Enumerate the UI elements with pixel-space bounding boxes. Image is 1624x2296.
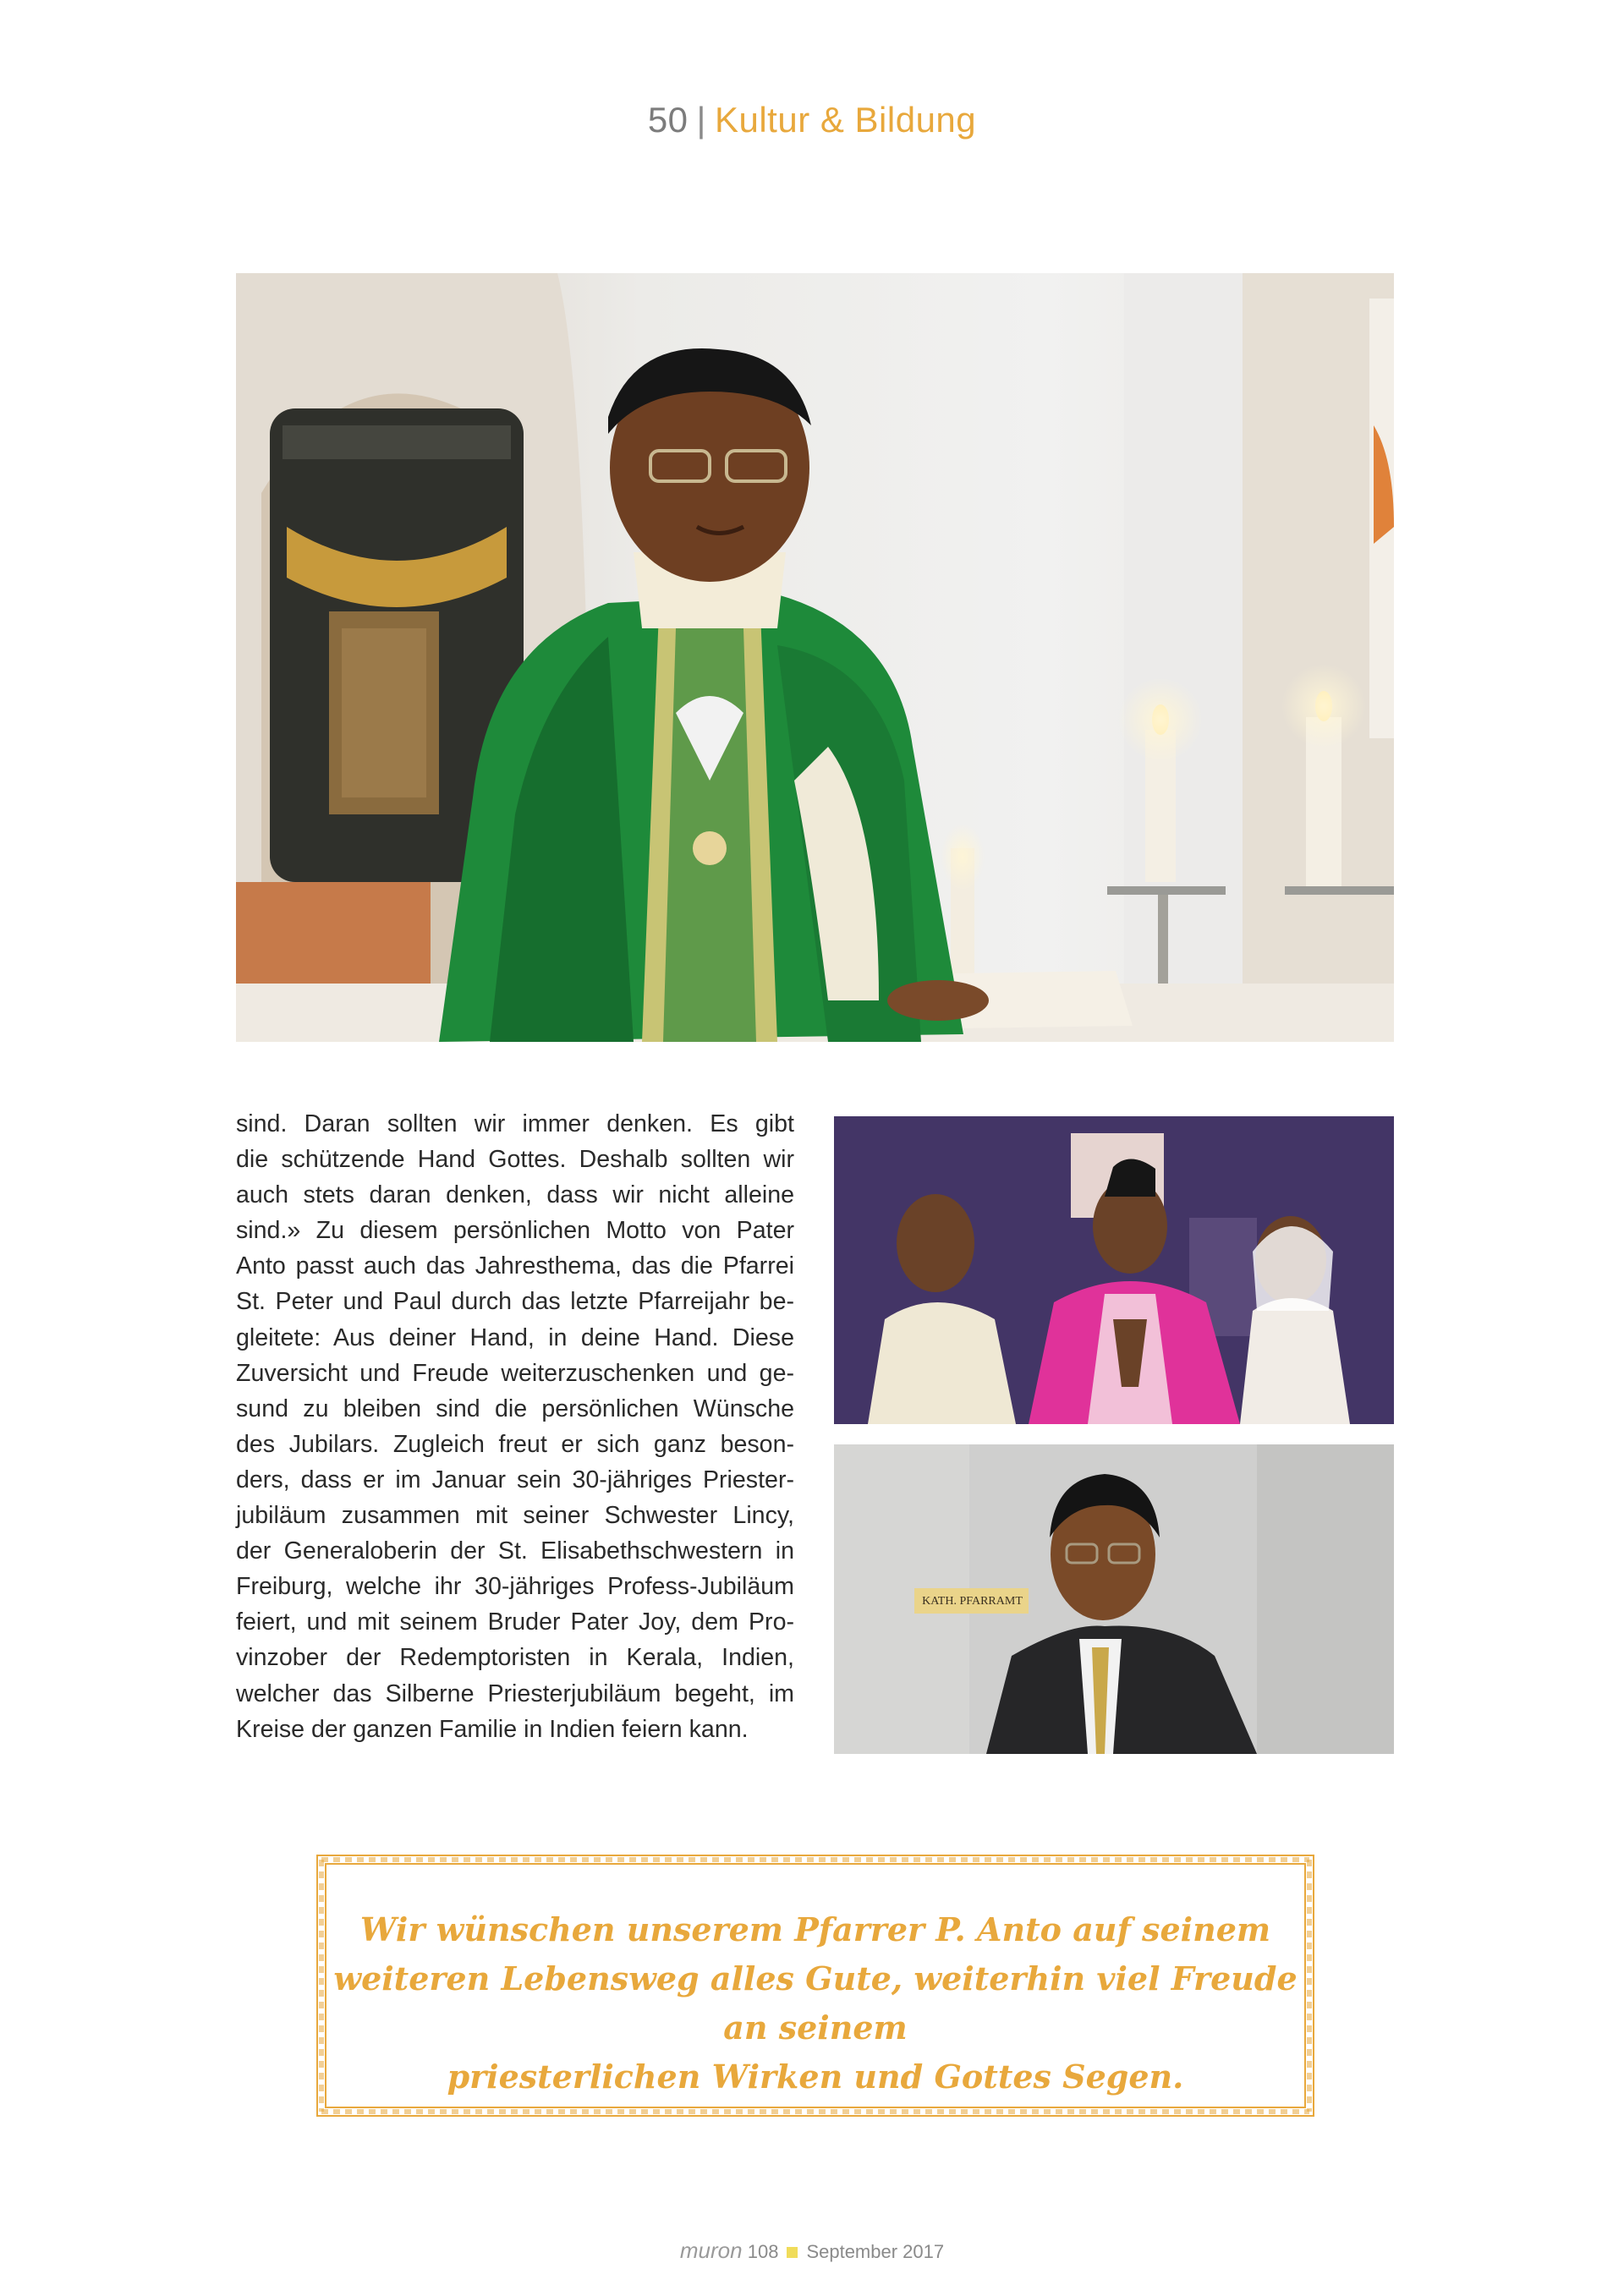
body-text-line: auch stets daran denken, dass wir nicht alleine [236, 1181, 794, 1209]
body-text-line: Kreise der ganzen Familie in Indien feiern kann. [236, 1715, 749, 1743]
body-text-line: St. Peter und Paul durch das letzte Pfarreijahr be- [236, 1288, 794, 1316]
body-text-line: jubiläum zusammen mit seiner Schwester Lincy, [236, 1502, 794, 1530]
quote-line: priesterlichen Wirken und Gottes Segen. [447, 2058, 1184, 2096]
body-text-line: der Generaloberin der St. Elisabethschwestern in [236, 1537, 794, 1565]
issue-date: September 2017 [806, 2241, 945, 2262]
body-text-line: Freiburg, welche ihr 30-jähriges Profess-Jubiläum [236, 1573, 794, 1601]
article-body-text [236, 1106, 794, 1747]
body-text-line: vinzober der Redemptoristen in Kerala, Indien, [236, 1644, 794, 1672]
section-title: Kultur & Bildung [714, 100, 977, 140]
body-text-line: gleitete: Aus deiner Hand, in deine Hand. Diese [236, 1323, 794, 1351]
main-photo-priest-at-altar [236, 273, 1394, 1042]
quote-line: weiteren Lebensweg alles Gute, weiterhin viel Freude an seinem [333, 1959, 1298, 2047]
issue-number: 108 [747, 2241, 779, 2262]
quote-line: Wir wünschen unserem Pfarrer P. Anto auf seinem [359, 1910, 1271, 1948]
magazine-brand: muron [679, 2238, 743, 2263]
body-text-line: ders, dass er im Januar sein 30-jähriges Priester- [236, 1466, 794, 1493]
body-text-line: sind.» Zu diesem persönlichen Motto von Pater [236, 1217, 794, 1245]
body-text-line: die schützende Hand Gottes. Deshalb sollten wir [236, 1146, 794, 1174]
body-text-line: Zuversicht und Freude weiterzuschenken und ge- [236, 1359, 794, 1387]
body-text-line: feiert, und mit seinem Bruder Pater Joy, dem Pro- [236, 1608, 794, 1636]
page-header [0, 100, 1624, 140]
pfarramt-sign-text: KATH. PFARRAMT [922, 1595, 1023, 1608]
page-number: 50 [647, 100, 689, 140]
body-text-line: welcher das Silberne Priesterjubiläum begeht, im [236, 1680, 794, 1707]
closing-wish-text [333, 1905, 1298, 2101]
body-text-line: sind. Daran sollten wir immer denken. Es gibt [236, 1110, 794, 1137]
header-separator: | [696, 100, 706, 140]
portrait-photo-pfarramt [834, 1444, 1394, 1754]
family-photo-ordination [834, 1116, 1394, 1424]
body-text-line: des Jubilars. Zugleich freut er sich ganz beson- [236, 1430, 794, 1458]
closing-wish-box [316, 1855, 1314, 2117]
priest-altar-illustration [236, 273, 1394, 1042]
body-text-line: Anto passt auch das Jahresthema, das die Pfarrei [236, 1252, 794, 1280]
footer-square-icon [787, 2247, 798, 2258]
body-text-line: sund zu bleiben sind die persönlichen Wünsche [236, 1395, 794, 1422]
family-photo-illustration [834, 1116, 1394, 1424]
page-footer [0, 2238, 1624, 2264]
